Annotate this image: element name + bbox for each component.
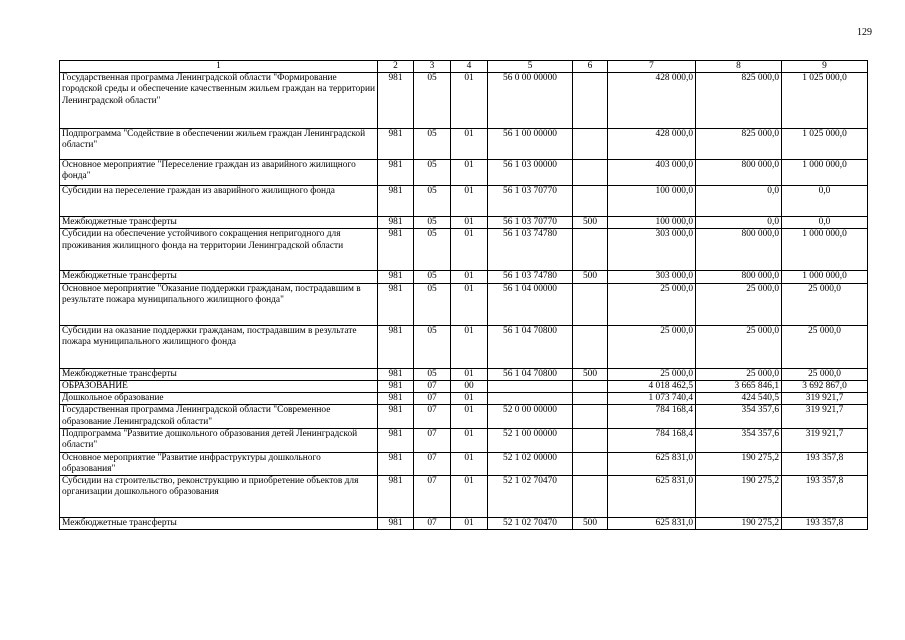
cell-c4: 01 — [451, 129, 488, 160]
cell-c9: 3 692 867,0 — [782, 380, 868, 392]
cell-c3: 07 — [414, 428, 451, 452]
cell-c8: 3 665 846,1 — [696, 380, 782, 392]
cell-c3: 05 — [414, 368, 451, 380]
cell-c3: 07 — [414, 393, 451, 405]
cell-c3: 07 — [414, 476, 451, 518]
cell-c3: 07 — [414, 405, 451, 429]
cell-c3: 07 — [414, 452, 451, 476]
cell-c5: 56 1 03 74780 — [488, 229, 573, 271]
cell-c5: 52 1 02 70470 — [488, 476, 573, 518]
table-row — [60, 217, 868, 229]
cell-c7: 428 000,0 — [608, 129, 696, 160]
cell-c7: 428 000,0 — [608, 73, 696, 129]
cell-c8: 0,0 — [696, 186, 782, 217]
cell-c2: 981 — [378, 186, 414, 217]
cell-c9: 25 000,0 — [782, 368, 868, 380]
cell-c6 — [573, 73, 608, 129]
cell-c5: 52 0 00 00000 — [488, 405, 573, 429]
cell-c7: 784 168,4 — [608, 428, 696, 452]
column-header: 4 — [451, 61, 488, 73]
row-label: ОБРАЗОВАНИЕ — [60, 380, 378, 392]
cell-c7: 403 000,0 — [608, 160, 696, 186]
table-row — [60, 186, 868, 217]
cell-c3: 05 — [414, 129, 451, 160]
cell-c7: 100 000,0 — [608, 217, 696, 229]
table-row — [60, 325, 868, 368]
cell-c7: 4 018 462,5 — [608, 380, 696, 392]
cell-c2: 981 — [378, 229, 414, 271]
cell-c2: 981 — [378, 380, 414, 392]
cell-c6 — [573, 380, 608, 392]
cell-c6: 500 — [573, 217, 608, 229]
table-row — [60, 129, 868, 160]
cell-c5: 56 1 04 70800 — [488, 325, 573, 368]
cell-c6 — [573, 476, 608, 518]
cell-c4: 01 — [451, 186, 488, 217]
cell-c2: 981 — [378, 518, 414, 530]
cell-c3: 05 — [414, 73, 451, 129]
cell-c8: 825 000,0 — [696, 129, 782, 160]
cell-c6 — [573, 283, 608, 325]
cell-c3: 05 — [414, 229, 451, 271]
cell-c7: 25 000,0 — [608, 283, 696, 325]
budget-table — [59, 60, 868, 530]
cell-c2: 981 — [378, 393, 414, 405]
cell-c4: 01 — [451, 217, 488, 229]
row-label: Основное мероприятие "Оказание поддержки гражданам, пострадавшим в результате пожара муниципального жилищного фонда" — [60, 283, 378, 325]
cell-c9: 1 000 000,0 — [782, 160, 868, 186]
cell-c4: 01 — [451, 405, 488, 429]
row-label: Государственная программа Ленинградской области "Формирование городской среды и обеспечение качественным жильем граждан на территории Ленинградской области" — [60, 73, 378, 129]
cell-c6 — [573, 428, 608, 452]
cell-c7: 1 073 740,4 — [608, 393, 696, 405]
cell-c4: 01 — [451, 368, 488, 380]
cell-c8: 25 000,0 — [696, 283, 782, 325]
row-label: Основное мероприятие "Переселение граждан из аварийного жилищного фонда" — [60, 160, 378, 186]
table-row — [60, 283, 868, 325]
cell-c9: 319 921,7 — [782, 428, 868, 452]
cell-c8: 825 000,0 — [696, 73, 782, 129]
cell-c9: 1 025 000,0 — [782, 129, 868, 160]
cell-c5: 56 1 03 00000 — [488, 160, 573, 186]
table-row — [60, 452, 868, 476]
cell-c5: 56 1 03 70770 — [488, 217, 573, 229]
cell-c9: 193 357,8 — [782, 452, 868, 476]
cell-c4: 01 — [451, 271, 488, 283]
column-header: 6 — [573, 61, 608, 73]
cell-c9: 25 000,0 — [782, 283, 868, 325]
table-row — [60, 73, 868, 129]
row-label: Субсидии на оказание поддержки гражданам, пострадавшим в результате пожара муниципального жилищного фонда — [60, 325, 378, 368]
table-row — [60, 160, 868, 186]
cell-c6: 500 — [573, 368, 608, 380]
cell-c8: 354 357,6 — [696, 428, 782, 452]
row-label: Субсидии на переселение граждан из аварийного жилищного фонда — [60, 186, 378, 217]
cell-c8: 25 000,0 — [696, 368, 782, 380]
cell-c6 — [573, 405, 608, 429]
row-label: Межбюджетные трансферты — [60, 271, 378, 283]
page-number: 129 — [857, 27, 872, 38]
table-row — [60, 380, 868, 392]
cell-c9: 1 025 000,0 — [782, 73, 868, 129]
cell-c4: 01 — [451, 73, 488, 129]
column-header: 1 — [60, 61, 378, 73]
column-header: 5 — [488, 61, 573, 73]
cell-c7: 625 831,0 — [608, 518, 696, 530]
cell-c2: 981 — [378, 217, 414, 229]
cell-c5 — [488, 393, 573, 405]
cell-c9: 319 921,7 — [782, 393, 868, 405]
cell-c3: 07 — [414, 518, 451, 530]
column-header: 8 — [696, 61, 782, 73]
cell-c5: 56 1 03 74780 — [488, 271, 573, 283]
row-label: Подпрограмма "Содействие в обеспечении жильем граждан Ленинградской области" — [60, 129, 378, 160]
cell-c2: 981 — [378, 428, 414, 452]
cell-c8: 25 000,0 — [696, 325, 782, 368]
cell-c8: 424 540,5 — [696, 393, 782, 405]
cell-c2: 981 — [378, 160, 414, 186]
cell-c9: 1 000 000,0 — [782, 271, 868, 283]
cell-c2: 981 — [378, 368, 414, 380]
cell-c6 — [573, 452, 608, 476]
cell-c7: 25 000,0 — [608, 368, 696, 380]
cell-c6: 500 — [573, 518, 608, 530]
column-header: 2 — [378, 61, 414, 73]
cell-c9: 1 000 000,0 — [782, 229, 868, 271]
column-header: 7 — [608, 61, 696, 73]
cell-c6 — [573, 160, 608, 186]
table-row — [60, 393, 868, 405]
cell-c2: 981 — [378, 129, 414, 160]
cell-c2: 981 — [378, 283, 414, 325]
cell-c7: 784 168,4 — [608, 405, 696, 429]
column-header: 9 — [782, 61, 868, 73]
cell-c5: 56 0 00 00000 — [488, 73, 573, 129]
row-label: Межбюджетные трансферты — [60, 518, 378, 530]
cell-c3: 05 — [414, 160, 451, 186]
cell-c7: 25 000,0 — [608, 325, 696, 368]
cell-c2: 981 — [378, 452, 414, 476]
table-row — [60, 476, 868, 518]
cell-c4: 01 — [451, 452, 488, 476]
cell-c8: 800 000,0 — [696, 271, 782, 283]
cell-c5: 56 1 04 70800 — [488, 368, 573, 380]
table-row — [60, 368, 868, 380]
cell-c6 — [573, 325, 608, 368]
table-row — [60, 271, 868, 283]
cell-c4: 01 — [451, 283, 488, 325]
cell-c9: 193 357,8 — [782, 476, 868, 518]
cell-c7: 303 000,0 — [608, 271, 696, 283]
cell-c4: 01 — [451, 428, 488, 452]
cell-c9: 0,0 — [782, 186, 868, 217]
cell-c5: 56 1 04 00000 — [488, 283, 573, 325]
cell-c8: 800 000,0 — [696, 229, 782, 271]
cell-c2: 981 — [378, 271, 414, 283]
cell-c8: 800 000,0 — [696, 160, 782, 186]
cell-c3: 07 — [414, 380, 451, 392]
cell-c4: 01 — [451, 229, 488, 271]
row-label: Субсидии на строительство, реконструкцию и приобретение объектов для организации дошкольного образования — [60, 476, 378, 518]
cell-c3: 05 — [414, 325, 451, 368]
cell-c6 — [573, 129, 608, 160]
cell-c3: 05 — [414, 186, 451, 217]
cell-c4: 00 — [451, 380, 488, 392]
cell-c2: 981 — [378, 405, 414, 429]
row-label: Межбюджетные трансферты — [60, 368, 378, 380]
cell-c8: 190 275,2 — [696, 518, 782, 530]
row-label: Основное мероприятие "Развитие инфраструктуры дошкольного образования" — [60, 452, 378, 476]
cell-c7: 625 831,0 — [608, 452, 696, 476]
cell-c2: 981 — [378, 73, 414, 129]
cell-c8: 190 275,2 — [696, 476, 782, 518]
cell-c5: 56 1 03 70770 — [488, 186, 573, 217]
table-row — [60, 229, 868, 271]
row-label: Подпрограмма "Развитие дошкольного образования детей Ленинградской области" — [60, 428, 378, 452]
cell-c6: 500 — [573, 271, 608, 283]
cell-c9: 193 357,8 — [782, 518, 868, 530]
table-row — [60, 405, 868, 429]
cell-c2: 981 — [378, 476, 414, 518]
cell-c7: 303 000,0 — [608, 229, 696, 271]
cell-c3: 05 — [414, 217, 451, 229]
row-label: Государственная программа Ленинградской области "Современное образование Ленинградской области" — [60, 405, 378, 429]
header-row — [60, 61, 868, 73]
cell-c6 — [573, 186, 608, 217]
cell-c9: 319 921,7 — [782, 405, 868, 429]
row-label: Дошкольное образование — [60, 393, 378, 405]
cell-c6 — [573, 393, 608, 405]
table-body — [60, 73, 868, 530]
cell-c4: 01 — [451, 393, 488, 405]
cell-c7: 625 831,0 — [608, 476, 696, 518]
row-label: Субсидии на обеспечение устойчивого сокращения непригодного для проживания жилищного фонда на территории Ленинградской области — [60, 229, 378, 271]
cell-c5 — [488, 380, 573, 392]
cell-c3: 05 — [414, 271, 451, 283]
cell-c5: 52 1 00 00000 — [488, 428, 573, 452]
cell-c8: 0,0 — [696, 217, 782, 229]
cell-c9: 0,0 — [782, 217, 868, 229]
table-row — [60, 518, 868, 530]
cell-c4: 01 — [451, 476, 488, 518]
cell-c8: 190 275,2 — [696, 452, 782, 476]
row-label: Межбюджетные трансферты — [60, 217, 378, 229]
cell-c6 — [573, 229, 608, 271]
cell-c3: 05 — [414, 283, 451, 325]
cell-c4: 01 — [451, 160, 488, 186]
cell-c8: 354 357,6 — [696, 405, 782, 429]
cell-c9: 25 000,0 — [782, 325, 868, 368]
cell-c7: 100 000,0 — [608, 186, 696, 217]
cell-c5: 56 1 00 00000 — [488, 129, 573, 160]
cell-c4: 01 — [451, 518, 488, 530]
cell-c2: 981 — [378, 325, 414, 368]
cell-c5: 52 1 02 00000 — [488, 452, 573, 476]
cell-c4: 01 — [451, 325, 488, 368]
table-row — [60, 428, 868, 452]
cell-c5: 52 1 02 70470 — [488, 518, 573, 530]
column-header: 3 — [414, 61, 451, 73]
